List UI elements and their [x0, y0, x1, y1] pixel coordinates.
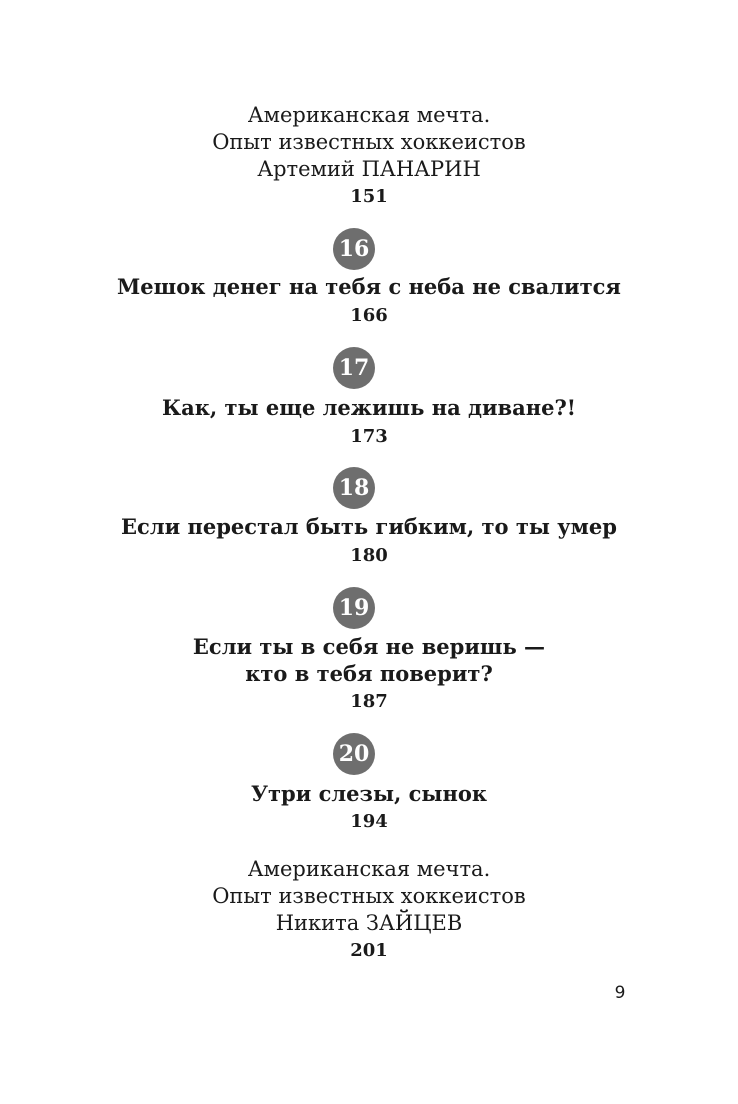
- chapter-number-badge: 16: [333, 228, 375, 270]
- intermission-title-line: Опыт известных хоккеистов: [212, 130, 526, 154]
- page-reference[interactable]: 180: [350, 545, 388, 566]
- chapter-title[interactable]: Мешок денег на тебя с неба не свалится: [117, 274, 621, 299]
- intermission-title-line: Американская мечта.: [247, 103, 491, 127]
- page-number: 9: [614, 983, 626, 1003]
- page-reference[interactable]: 194: [350, 811, 388, 832]
- page-reference[interactable]: 166: [350, 305, 388, 326]
- chapter-title[interactable]: Если перестал быть гибким, то ты умер: [121, 514, 617, 539]
- chapter-number-badge: 17: [333, 347, 375, 389]
- page-reference[interactable]: 187: [350, 691, 388, 712]
- chapter-number-badge: 19: [333, 587, 375, 629]
- page-reference[interactable]: 201: [350, 940, 388, 961]
- intermission-author: Никита ЗАЙЦЕВ: [275, 911, 463, 935]
- chapter-number-badge: 20: [333, 733, 375, 775]
- chapter-title[interactable]: кто в тебя поверит?: [245, 661, 493, 686]
- page-reference[interactable]: 173: [350, 426, 388, 447]
- intermission-author: Артемий ПАНАРИН: [257, 157, 481, 181]
- intermission-title-line: Американская мечта.: [247, 857, 491, 881]
- intermission-title-line: Опыт известных хоккеистов: [212, 884, 526, 908]
- chapter-title[interactable]: Утри слезы, сынок: [250, 781, 488, 806]
- page-reference[interactable]: 151: [350, 186, 388, 207]
- chapter-title[interactable]: Как, ты еще лежишь на диване?!: [161, 395, 577, 420]
- chapter-number-badge: 18: [333, 467, 375, 509]
- chapter-title[interactable]: Если ты в себя не веришь —: [192, 634, 546, 659]
